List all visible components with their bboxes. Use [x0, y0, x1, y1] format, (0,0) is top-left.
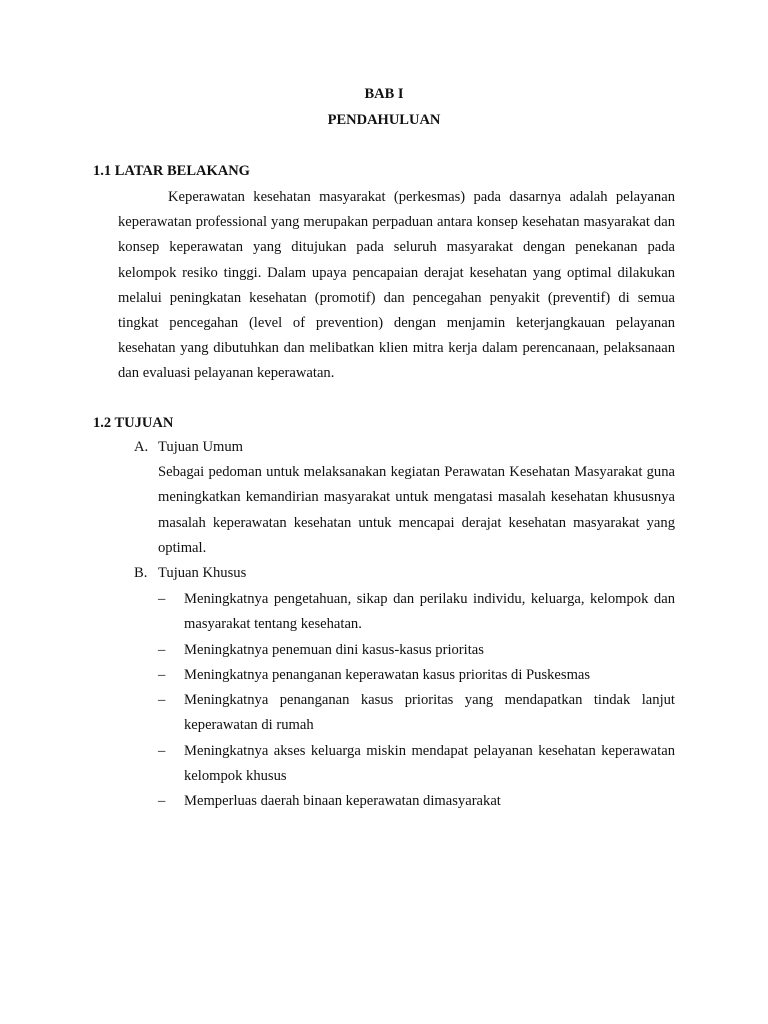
list-item-text: Meningkatnya pengetahuan, sikap dan perilaku individu, keluarga, kelompok dan masyarakat tentang kesehatan. — [184, 591, 675, 633]
chapter-title: PENDAHULUAN — [327, 112, 441, 128]
chapter-label: BAB I — [364, 86, 404, 102]
subsection-letter: A. — [134, 439, 149, 455]
list-item — [158, 638, 675, 663]
list-item — [158, 587, 675, 638]
section-heading-tujuan: 1.2 TUJUAN — [93, 415, 174, 431]
dash-bullet: – — [158, 666, 166, 683]
dash-bullet: – — [158, 692, 166, 709]
subsection-letter: B. — [134, 565, 148, 581]
list-item — [158, 663, 675, 688]
dash-bullet: – — [158, 641, 166, 658]
tujuan-khusus-list — [158, 587, 675, 815]
background-paragraph: Keperawatan kesehatan masyarakat (perkesmas) pada dasarnya adalah pelayanan keperawatan professional yang merupakan perpaduan antara konsep kesehatan masyarakat dan konsep keperawatan yang ditujukan pada seluruh masyarakat dengan penekanan pada kelompok resiko tinggi. Dalam upaya pencapaian derajat kesehatan yang optimal dilakukan melalui peningkatan kesehatan (promotif) dan pencegahan penyakit (preventif) di semua tingkat pencegahan (level of prevention) dengan menjamin keterjangkauan pelayanan kesehatan yang dibutuhkan dan melibatkan klien mitra kerja dalam perencanaan, pelaksanaan dan evaluasi pelayanan keperawatan. — [118, 189, 675, 382]
list-item-text: Meningkatnya penemuan dini kasus-kasus prioritas — [184, 641, 484, 658]
dash-bullet: – — [158, 742, 166, 759]
dash-bullet: – — [158, 793, 166, 810]
section-heading-latar-belakang: 1.1 LATAR BELAKANG — [93, 163, 250, 179]
list-item — [158, 688, 675, 739]
tujuan-umum-paragraph: Sebagai pedoman untuk melaksanakan kegiatan Perawatan Kesehatan Masyarakat guna meningkatkan kemandirian masyarakat untuk mengatasi masalah kesehatan khususnya masalah keperawatan kesehatan untuk mencapai derajat kesehatan masyarakat yang optimal. — [158, 464, 675, 556]
dash-bullet: – — [158, 591, 166, 607]
subsection-title: Tujuan Umum — [158, 439, 244, 455]
list-item-text: Memperluas daerah binaan keperawatan dimasyarakat — [184, 793, 501, 810]
subsection-title: Tujuan Khusus — [158, 565, 247, 581]
list-item-text: Meningkatnya penanganan keperawatan kasus prioritas di Puskesmas — [184, 666, 591, 683]
list-item-text: Meningkatnya penanganan kasus prioritas yang mendapatkan tindak lanjut keperawatan di rumah — [184, 692, 675, 734]
subsection-tujuan-khusus — [134, 565, 246, 582]
list-item — [158, 739, 675, 790]
subsection-tujuan-umum — [134, 439, 243, 456]
list-item — [158, 789, 675, 814]
list-item-text: Meningkatnya akses keluarga miskin mendapat pelayanan kesehatan keperawatan kelompok khusus — [184, 742, 675, 785]
